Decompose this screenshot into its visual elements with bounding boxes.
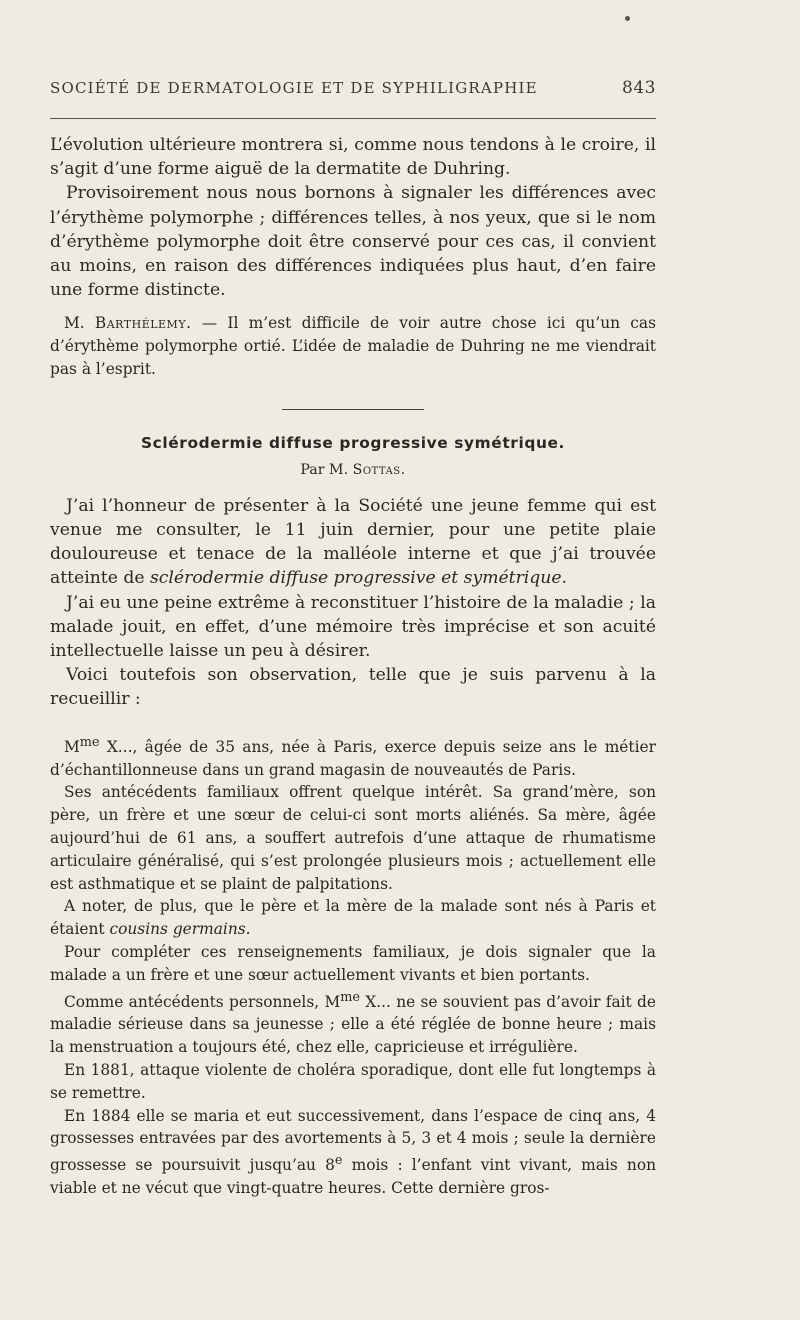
article-p1-italic: sclérodermie diffuse progressive et symétrique. [149, 568, 567, 589]
obs-p1-m: M [64, 737, 80, 756]
article-paragraph-2: J’ai eu une peine extrême à reconstituer l’histoire de la maladie ; la malade jouit, en effet, d’une mémoire très imprécise et son acuité intellectuelle laisse un peu à désirer. [50, 592, 656, 662]
observation-paragraph-7 [50, 1105, 656, 1200]
obs-p1-text: X..., âgée de 35 ans, née à Paris, exerce depuis seize ans le métier d’échantillonneuse dans un grand magasin de nouveautés de Paris. [50, 737, 656, 779]
observation-paragraph-1 [50, 732, 656, 782]
obs-p5-a: Comme antécédents personnels, M [64, 992, 341, 1011]
paragraph-evolution: L’évolution ultérieure montrera si, comme nous tendons à le croire, il s’agit d’une forme aiguë de la dermatite de Duhring. [50, 135, 656, 180]
paragraph-provisoirement: Provisoirement nous nous bornons à signaler les différences avec l’érythème polymorphe ; différences telles, à nos yeux, que si le nom d’érythème polymorphe doit être conservé pour ces cas, il convient au moins, en raison des différences indiquées plus haut, d’en faire une forme distincte. [50, 183, 656, 301]
obs-p5-b: X... ne se souvient pas d’avoir fait de maladie sérieuse dans sa jeunesse ; elle a été réglée de bonne heure ; mais la menstruation a toujours été, chez elle, capricieuse et irrégulière. [50, 992, 656, 1057]
observation-paragraph-3 [50, 895, 656, 941]
remark-prefix: M. [64, 314, 95, 333]
observation-paragraph-5 [50, 987, 656, 1060]
byline-prefix: Par M. [300, 461, 353, 478]
remark-barthelemy [50, 312, 656, 380]
article-paragraph-3: Voici toutefois son observation, telle que je suis parvenu à la recueillir : [50, 665, 656, 710]
obs-p1-sup: me [79, 734, 100, 750]
observation-paragraph-4: Pour compléter ces renseignements familiaux, je dois signaler que la malade a un frère et une sœur actuellement vivants et bien portants. [50, 942, 656, 984]
observation-paragraph-2: Ses antécédents familiaux offrent quelque intérêt. Sa grand’mère, son père, un frère et une sœur de celui-ci sont morts aliénés. Sa mère, âgée aujourd’hui de 61 ans, a souffert autrefois d’une attaque de rhumatisme articulaire généralisé, qui s’est prolongée plusieurs mois ; actuellement elle est asthmatique et se plaint de palpitations. [50, 783, 656, 893]
running-head [50, 78, 656, 106]
page [50, 78, 656, 1200]
header-rule [50, 118, 656, 119]
obs-p3-text: A noter, de plus, que le père et la mère de la malade sont nés à Paris et étaient [50, 897, 656, 939]
page-number: 843 [622, 78, 656, 98]
article-byline [50, 462, 656, 478]
section-divider [282, 409, 424, 410]
article-p1-text: J’ai l’honneur de présenter à la Société une jeune femme qui est venue me consulter, le 11 juin dernier, pour une petite plaie douloureuse et tenace de la malléole interne et que j’ai trouvée atteinte de [50, 495, 656, 589]
remark-text: — Il m’est difficile de voir autre chose ici qu’un cas d’érythème polymorphe ortié. L’idée de maladie de Duhring ne me viendrait pas à l’esprit. [50, 314, 656, 379]
obs-p7-sup: e [334, 1153, 343, 1169]
speaker-name: Barthélemy. [94, 314, 192, 333]
byline-author: Sottas. [352, 461, 406, 478]
observation-paragraph-6: En 1881, attaque violente de choléra sporadique, dont elle fut longtemps à se remettre. [50, 1061, 656, 1102]
obs-p7-a: En 1884 elle se maria et eut successivement, dans l’espace de cinq ans, 4 grossesses entravées par des avortements à 5, 3 et 4 mois ; seule la dernière grossesse se poursuivit jusqu’au 8 [50, 1106, 656, 1175]
obs-p7-b: mois : l’enfant vint vivant, mais non viable et ne vécut que vingt-quatre heures. Cette dernière gros- [50, 1156, 656, 1198]
running-title: SOCIÉTÉ DE DERMATOLOGIE ET DE SYPHILIGRAPHIE [50, 79, 538, 97]
obs-p3-italic: cousins germains. [109, 920, 251, 939]
article-paragraph-1 [50, 494, 656, 591]
article-title: Sclérodermie diffuse progressive symétrique. [140, 433, 566, 452]
obs-p5-sup: me [340, 989, 360, 1005]
page-speck [625, 16, 630, 21]
page-body [50, 133, 656, 1200]
